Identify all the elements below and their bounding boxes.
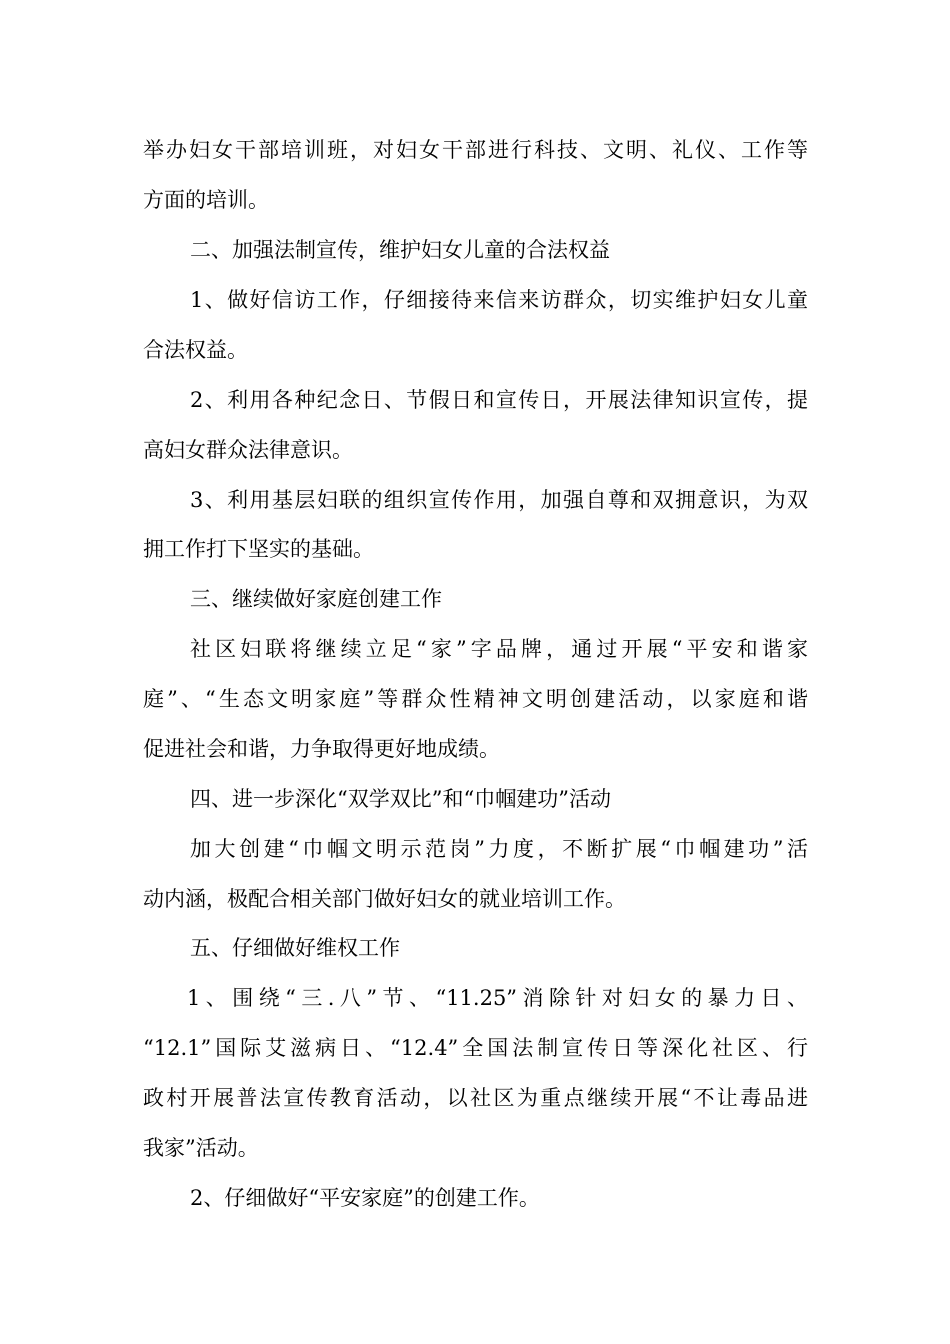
text-line-19: “12.1”国际艾滋病日、“12.4”全国法制宣传日等深化社区、行	[143, 1036, 808, 1060]
text-line-12: 庭”、“生态文明家庭”等群众性精神文明创建活动，以家庭和谐	[143, 687, 808, 711]
text-line-20: 政村开展普法宣传教育活动，以社区为重点继续开展“不让毒品进	[143, 1086, 808, 1110]
text-line-6: 2、利用各种纪念日、节假日和宣传日，开展法律知识宣传，提	[190, 388, 808, 412]
text-line-15: 加大创建“巾帼文明示范岗”力度，不断扩展“巾帼建功”活	[190, 837, 808, 861]
text-line-22: 2、仔细做好“平安家庭”的创建工作。	[190, 1186, 540, 1210]
text-line-11: 社区妇联将继续立足“家”字品牌，通过开展“平安和谐家	[190, 637, 808, 661]
section-heading-5: 五、仔细做好维权工作	[190, 936, 400, 960]
section-heading-4: 四、进一步深化“双学双比”和“巾帼建功”活动	[190, 787, 611, 811]
text-line-21: 我家”活动。	[143, 1136, 259, 1160]
section-heading-3: 三、继续做好家庭创建工作	[190, 587, 442, 611]
text-line-7: 高妇女群众法律意识。	[143, 438, 353, 462]
text-line-16: 动内涵，极配合相关部门做好妇女的就业培训工作。	[143, 887, 626, 911]
text-line-1: 举办妇女干部培训班，对妇女干部进行科技、文明、礼仪、工作等	[143, 138, 808, 162]
text-line-9: 拥工作打下坚实的基础。	[143, 537, 374, 561]
text-line-13: 促进社会和谐，力争取得更好地成绩。	[143, 737, 500, 761]
text-line-8: 3、利用基层妇联的组织宣传作用，加强自尊和双拥意识，为双	[190, 488, 808, 512]
text-line-2: 方面的培训。	[143, 188, 269, 212]
section-heading-2: 二、加强法制宣传，维护妇女儿童的合法权益	[190, 238, 610, 262]
text-line-18: 1、围绕“三.八”节、“11.25”消除针对妇女的暴力日、	[187, 986, 808, 1010]
text-line-4: 1、做好信访工作，仔细接待来信来访群众，切实维护妇女儿童	[190, 288, 808, 312]
text-line-5: 合法权益。	[143, 338, 248, 362]
